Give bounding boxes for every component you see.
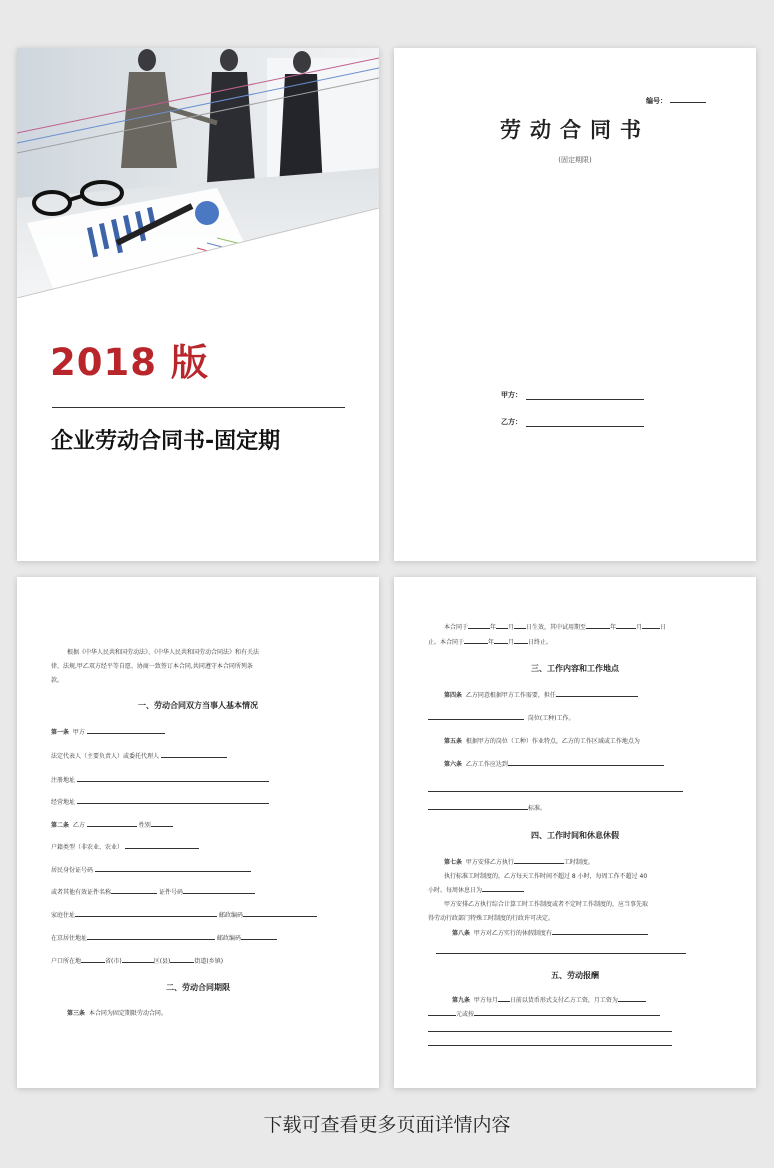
serial-label: 编号： xyxy=(646,97,667,105)
home-address-line: 家庭住址 邮政编码 xyxy=(51,910,317,921)
serial-field xyxy=(646,96,706,106)
party-b-label: 乙方： xyxy=(501,418,522,426)
article-9: 第九条 甲方每月 日前以货币形式支付乙方工资，月工资为 xyxy=(452,995,646,1006)
representative-line: 法定代表人（主要负责人）或委托代理人 xyxy=(51,751,227,762)
article-8: 第八条 甲方对乙方实行的休假制度有 xyxy=(452,928,648,939)
blank-line xyxy=(428,1031,672,1032)
article-7-line-3: 小时。每周休息日为 xyxy=(428,885,524,896)
hukou-location-line: 户口所在地 省(市) 区(县) 街道(乡镇) xyxy=(51,958,224,965)
other-id-line: 或者其他有效证件名称 证件号码 xyxy=(51,887,255,898)
section-5-heading: 五、劳动报酬 xyxy=(551,971,599,980)
party-a-label: 甲方： xyxy=(501,391,522,399)
article-4-cont: 岗位(工种)工作。 xyxy=(428,713,575,724)
article-3: 第三条 本合同为固定期限劳动合同。 xyxy=(67,1010,167,1017)
intro-line-1: 根据《中华人民共和国劳动法》、《中华人民共和国劳动合同法》和有关法 xyxy=(67,649,260,656)
party-b-field xyxy=(501,417,644,427)
cover-divider xyxy=(52,407,345,408)
contract-page-2 xyxy=(394,577,756,1088)
business-address-line: 经营地址 xyxy=(51,797,269,808)
section-1-heading: 一、劳动合同双方当事人基本情况 xyxy=(138,701,258,710)
section-2-heading: 二、劳动合同期限 xyxy=(166,983,230,992)
contract-title: 劳动合同书 xyxy=(500,118,650,142)
intro-line-3: 款。 xyxy=(51,677,64,684)
serial-blank xyxy=(670,102,706,103)
cover-year: 2018 版 xyxy=(50,341,209,384)
article-2: 第二条 乙方 性别 xyxy=(51,820,173,831)
article-9-cont: 元或按 xyxy=(428,1009,660,1020)
blank-line xyxy=(428,791,683,792)
beijing-address-line: 在京居住地址 邮政编码 xyxy=(51,933,277,944)
cover-title: 企业劳动合同书-固定期 xyxy=(51,429,281,454)
party-a-field xyxy=(501,390,644,400)
hukou-type-line: 户籍类型（非农业、农业） xyxy=(51,842,199,853)
article-6: 第六条 乙方工作应达到 xyxy=(444,759,664,770)
article-7-line-2: 执行标准工时制度的，乙方每天工作时间不超过 8 小时，每周工作不超过 40 xyxy=(444,873,648,880)
article-7-line-4: 甲方安排乙方执行综合计算工时工作制度或者不定时工作制度的，应当事先取 xyxy=(444,901,649,908)
contract-page-1 xyxy=(17,577,379,1088)
section-3-heading: 三、工作内容和工作地点 xyxy=(531,664,619,673)
blank-line xyxy=(436,953,686,954)
footer-caption: 下载可查看更多页面详情内容 xyxy=(263,1114,511,1136)
cover-page xyxy=(17,48,379,561)
registered-address-line: 注册地址 xyxy=(51,775,269,786)
contract-subtitle: (固定期限) xyxy=(558,156,592,164)
article-7: 第七条 甲方安排乙方执行 工时制度。 xyxy=(444,859,594,866)
party-a-blank xyxy=(526,399,644,400)
article-5: 第五条 根据甲方的岗位（工种）作业特点，乙方的工作区域或工作地点为 xyxy=(444,738,640,745)
intro-line-2: 律、法规,甲乙双方经平等自愿、协商一致签订本合同,共同遵守本合同所列条 xyxy=(51,663,253,670)
id-number-line: 居民身份证号码 xyxy=(51,865,251,876)
article-7-line-5: 得劳动行政部门特殊工时制度的行政许可决定。 xyxy=(428,915,555,922)
party-b-blank xyxy=(526,426,644,427)
term-line-2: 止。本合同于 年 月 日终止。 xyxy=(428,639,553,646)
section-4-heading: 四、工作时间和休息休假 xyxy=(531,831,619,840)
article-4: 第四条 乙方同意根据甲方工作需要，担任 xyxy=(444,690,638,701)
blank-line xyxy=(428,1045,672,1046)
article-1: 第一条 甲方 xyxy=(51,727,165,738)
article-6-cont: 标准。 xyxy=(428,803,546,814)
cover-photo xyxy=(17,48,379,298)
term-line-1: 本合同于 年 月 日生效，其中试用期至 年 月 日 xyxy=(444,624,667,631)
title-page xyxy=(394,48,756,561)
